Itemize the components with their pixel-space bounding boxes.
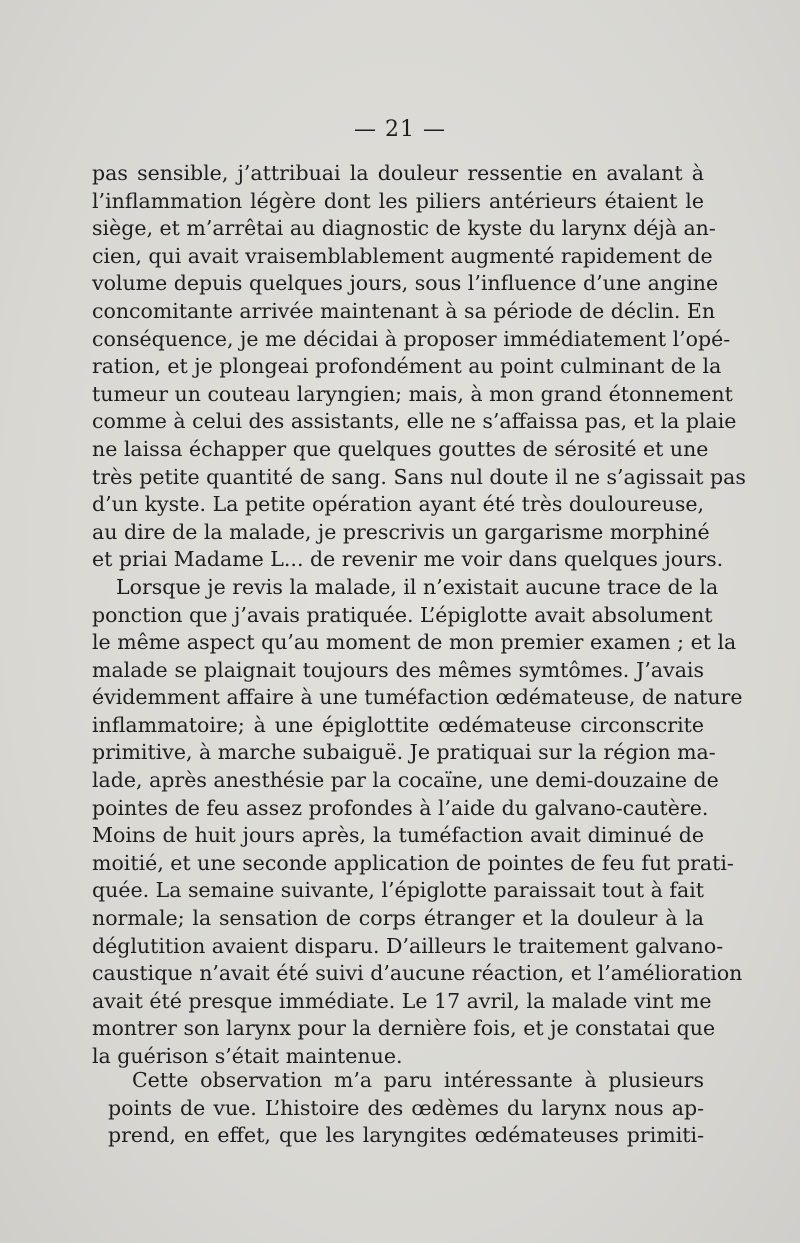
text-line: normale; la sensation de corps étranger et la douleur à la <box>92 906 704 931</box>
text-line: la guérison s’était maintenue. <box>92 1044 403 1068</box>
text-line: très petite quantité de sang. Sans nul doute il ne s’agissait pas <box>92 464 746 489</box>
text-line: évidemment affaire à une tuméfaction œdémateuse, de nature <box>92 685 743 710</box>
page-number: — 21 — <box>354 117 446 142</box>
text-line: Moins de huit jours après, la tuméfaction avait diminué de <box>92 823 704 848</box>
text-line: primitive, à marche subaiguë. Je pratiquai sur la région ma- <box>92 740 716 765</box>
text-line: pas sensible, j’attribuai la douleur ressentie en avalant à <box>92 161 704 185</box>
text-line: comme à celui des assistants, elle ne s’affaissa pas, et la plaie <box>92 409 737 434</box>
text-line: siège, et m’arrêtai au diagnostic de kyste du larynx déjà an- <box>92 216 716 241</box>
text-line: le même aspect qu’au moment de mon premier examen ; et la <box>92 630 737 655</box>
text-line: pointes de feu assez profondes à l’aide du galvano-cautère. <box>92 795 709 820</box>
text-line: au dire de la malade, je prescrivis un gargarisme morphiné <box>92 519 710 544</box>
text-line: d’un kyste. La petite opération ayant été très douloureuse, <box>92 492 704 517</box>
text-line: Lorsque je revis la malade, il n’existait aucune trace de la <box>116 574 719 599</box>
text-line: et priai Madame L... de revenir me voir dans quelques jours. <box>92 547 724 572</box>
text-line: inflammatoire; à une épiglottite œdémateuse circonscrite <box>92 712 704 737</box>
paragraph-2 <box>92 574 743 1071</box>
text-line: malade se plaignait toujours des mêmes symtômes. J’avais <box>92 657 704 682</box>
text-line: Cette observation m’a paru intéressante à plusieurs <box>132 1068 704 1092</box>
text-line: ne laissa échapper que quelques gouttes de sérosité et une <box>92 436 709 461</box>
text-line: quée. La semaine suivante, l’épiglotte paraissait tout à fait <box>92 878 704 903</box>
paragraph-1 <box>92 160 746 574</box>
text-line: ration, et je plongeai profondément au point culminant de la <box>92 354 722 379</box>
text-line: conséquence, je me décidai à proposer immédiatement l’opé- <box>92 326 731 351</box>
text-line: caustique n’avait été suivi d’aucune réaction, et l’amélioration <box>92 961 743 986</box>
paragraph-3 <box>108 1067 704 1150</box>
text-line: déglutition avaient disparu. D’ailleurs le traitement galvano- <box>92 933 724 958</box>
text-line: volume depuis quelques jours, sous l’influence d’une angine <box>92 271 719 296</box>
text-line: concomitante arrivée maintenant à sa période de déclin. En <box>92 298 716 323</box>
body-text <box>92 160 746 1071</box>
text-line: l’inflammation légère dont les piliers antérieurs étaient le <box>92 188 704 213</box>
text-line: avait été presque immédiate. Le 17 avril, la malade vint me <box>92 988 712 1013</box>
text-line: moitié, et une seconde application de pointes de feu fut prati- <box>92 850 734 875</box>
text-line: ponction que j’avais pratiquée. L’épiglotte avait absolument <box>92 602 713 627</box>
text-line: cien, qui avait vraisemblablement augmenté rapidement de <box>92 243 713 268</box>
text-line: montrer son larynx pour la dernière fois, et je constatai que <box>92 1016 716 1041</box>
text-line: tumeur un couteau laryngien; mais, à mon grand étonnement <box>92 381 733 406</box>
text-line: prend, en effet, que les laryngites œdémateuses primiti- <box>108 1123 704 1148</box>
text-line: lade, après anesthésie par la cocaïne, une demi-douzaine de <box>92 768 719 793</box>
text-line: points de vue. L’histoire des œdèmes du larynx nous ap- <box>108 1095 704 1120</box>
